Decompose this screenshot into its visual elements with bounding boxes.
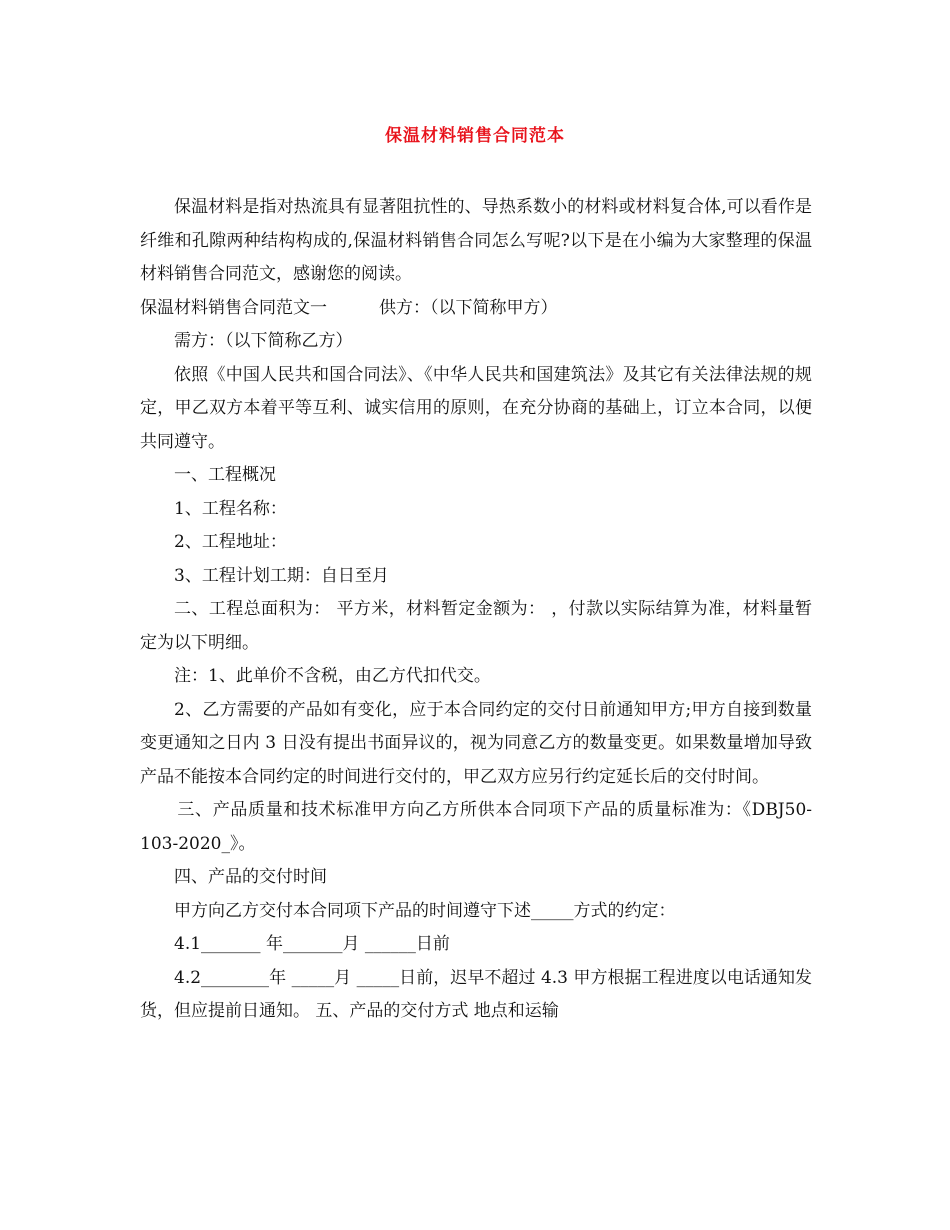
section-heading-3: 三、产品质量和技术标准甲方向乙方所供本合同项下产品的质量标准为：《DBJ50-103-2020_》。	[140, 800, 812, 854]
document-body	[140, 191, 812, 1029]
section-heading-2: 二、工程总面积为： 平方米，材料暂定金额为： ，付款以实际结算为准，材料量暂定为以下明细。	[140, 599, 812, 653]
document-title: 保温材料销售合同范本	[385, 126, 565, 146]
sample-label: 保温材料销售合同范文一	[140, 297, 327, 318]
paragraph-sample-header	[140, 292, 812, 326]
paragraph-delivery: 甲方向乙方交付本合同项下产品的时间遵守下述_____方式的约定：	[174, 900, 676, 921]
paragraph-buyer: 需方：（以下简称乙方）	[174, 331, 353, 351]
supplier-line: 供方：（以下简称甲方）	[379, 297, 558, 318]
list-item-project-address: 2、工程地址：	[174, 532, 287, 552]
list-item-project-schedule: 3、工程计划工期：自日至月	[174, 565, 389, 586]
option-4-1: 4.1_______ 年_______月 ______日前	[174, 934, 450, 954]
section-heading-4: 四、产品的交付时间	[174, 867, 327, 887]
list-item-project-name: 1、工程名称：	[174, 498, 287, 519]
paragraph-note-1: 注：1、此单价不含税，由乙方代扣代交。	[174, 666, 491, 686]
section-heading-1: 一、工程概况	[174, 465, 276, 485]
paragraph-basis: 依照《中国人民共和国合同法》、《中华人民共和国建筑法》及其它有关法律法规的规定，甲乙双方本着平等互利、诚实信用的原则，在充分协商的基础上，订立本合同，以便共同遵守。	[140, 364, 812, 452]
paragraph-note-2: 2、乙方需要的产品如有变化，应于本合同约定的交付日前通知甲方;甲方自接到数量变更通知之日内 3 日没有提出书面异议的，视为同意乙方的数量变更。如果数量增加导致产品不能按本合同约定的时间进行交付的，甲乙双方应另行约定延长后的交付时间。	[140, 699, 812, 787]
option-4-2: 4.2________年 _____月 _____日前，迟早不超过 4.3 甲方根据工程进度以电话通知发货，但应提前日通知。 五、产品的交付方式 地点和运输	[140, 967, 812, 1021]
paragraph-intro: 保温材料是指对热流具有显著阻抗性的、导热系数小的材料或材料复合体,可以看作是纤维和孔隙两种结构构成的,保温材料销售合同怎么写呢?以下是在小编为大家整理的保温材料销售合同范文，感谢您的阅读。	[140, 197, 812, 284]
